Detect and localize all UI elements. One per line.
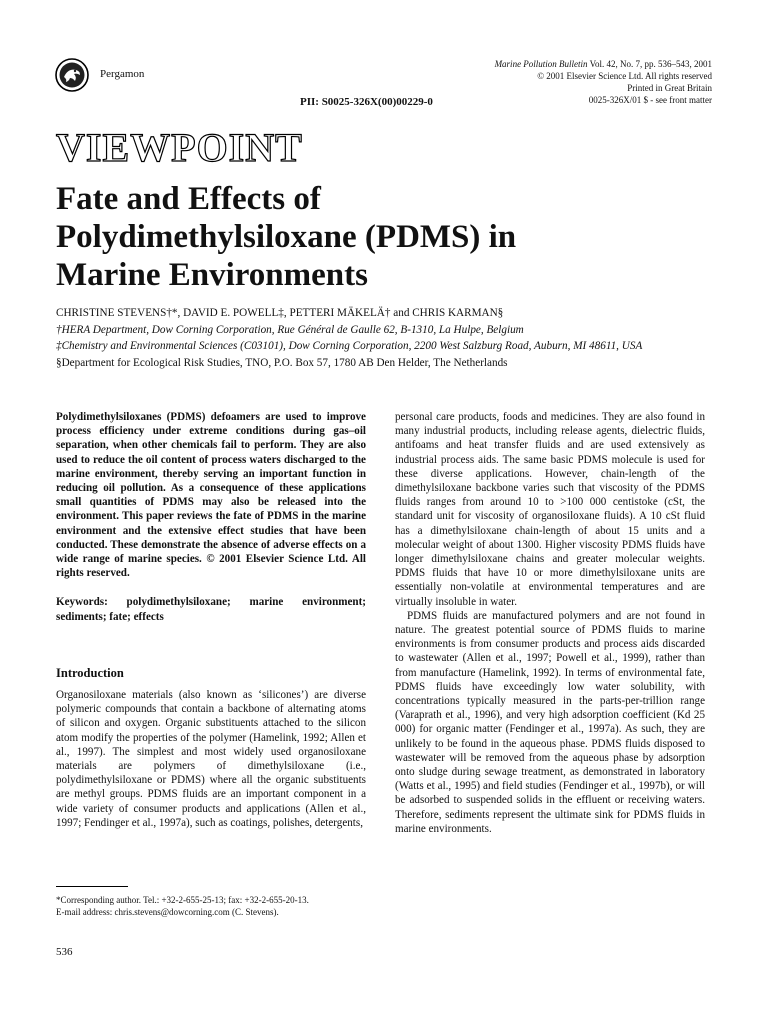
affiliation-dow-corning: ‡Chemistry and Environmental Sciences (C03101), Dow Corning Corporation, 2200 West Salzburg Road, Auburn, MI 48611, USA bbox=[56, 340, 643, 352]
author-email: E-mail address: chris.stevens@dowcorning.com (C. Stevens). bbox=[56, 907, 279, 917]
body-paragraph-2: PDMS fluids are manufactured polymers and are not found in nature. The greatest potential source of PDMS fluids to marine environments is from consumer products and process aids discarded to wastewater (Allen et al., 1997; Powell et al., 1999), rather than from manufacture (Hamelink, 1992). In terms of environmental fate, PDMS fluids have exceedingly low water solubility, with concentrations typically measured in the parts-per-trillion range (Varaprath et al., 1996), and very high adsorption coefficient (Kd 25 000) for organic matter (Fendinger et al., 1997a). As such, they are unlikely to be found in the aqueous phase. PDMS fluids disposed to wastewater will be removed from the aqueous phase by adsorption onto sludge during sewage treatment, as demonstrated in laboratory (Watts et al., 1995) and field studies (Fendinger et al., 1997b), or will be adsorbed to suspended solids in the effluent or receiving waters. Therefore, sediments represent the ultimate sink for PDMS fluids in marine environments. bbox=[395, 609, 705, 835]
affiliation-hera: †HERA Department, Dow Corning Corporation, Rue Général de Gaulle 62, B-1310, La Hulpe, Belgium bbox=[56, 323, 524, 336]
pii-identifier: PII: S0025-326X(00)00229-0 bbox=[300, 96, 433, 108]
affiliation-tno: §Department for Ecological Risk Studies, TNO, P.O. Box 57, 1780 AB Den Helder, The Netherlands bbox=[56, 356, 508, 369]
copyright-line: © 2001 Elsevier Science Ltd. All rights reserved bbox=[537, 71, 712, 81]
author-block bbox=[56, 305, 716, 371]
right-column bbox=[395, 410, 705, 836]
journal-name: Marine Pollution Bulletin bbox=[494, 59, 588, 69]
issn-line: 0025-326X/01 $ - see front matter bbox=[588, 95, 712, 105]
journal-info bbox=[495, 58, 712, 106]
intro-paragraph-1: Organosiloxane materials (also known as ‘silicones’) are diverse polymeric compounds that contain a backbone of alternating atoms of silicon and oxygen. Organic substituents attached to the silicon atom modify the properties of the polymer (Hamelink, 1992; Allen et al., 1997). The simplest and most widely used organosiloxane materials are polymers of dimethylsiloxane (i.e., polydimethylsiloxane or PDMS) where all the organic substituents are methyl groups. PDMS fluids are an important component in a wide variety of consumer products and applications (Allen et al., 1997; Fendinger et al., 1997a), such as coatings, polishes, detergents, bbox=[56, 689, 366, 829]
footnote bbox=[56, 894, 368, 918]
printed-line: Printed in Great Britain bbox=[627, 83, 712, 93]
keywords: Keywords: polydimethylsiloxane; marine environment; sediments; fate; effects bbox=[56, 596, 366, 623]
title-line-1: Fate and Effects of bbox=[56, 181, 321, 217]
body-paragraph-1: personal care products, foods and medicines. They are also found in many industrial products, including release agents, dielectric fluids, antifoams and heat transfer fluids and are used extensively as industrial process aids. The same basic PDMS molecule is used for these diverse applications. However, chain-length of the dimethylsiloxane backbone varies such that viscosity of the PDMS fluids ranges from around 10 to >100 000 centistoke (cSt, the standard unit for viscosity of organosiloxane fluids). A 10 cSt fluid has a dimethylsiloxane chain-length of about 15 units and a molecular weight of about 1300. Higher viscosity PDMS fluids have longer dimethylsiloxane chains and greater molecular weights. PDMS fluids that have 10 or more dimethylsiloxane units are essentially non-volatile at environmental temperatures and are virtually insoluble in water. bbox=[395, 411, 705, 608]
article-title bbox=[56, 180, 676, 294]
footnote-divider bbox=[56, 886, 128, 887]
author-list: CHRISTINE STEVENS†*, DAVID E. POWELL‡, PETTERI MÄKELÄ† and CHRIS KARMAN§ bbox=[56, 307, 504, 319]
journal-volume: Vol. 42, No. 7, pp. 536–543, 2001 bbox=[589, 59, 712, 69]
corresponding-author-note: *Corresponding author. Tel.: +32-2-655-25-13; fax: +32-2-655-20-13. bbox=[56, 895, 309, 905]
publisher-name: Pergamon bbox=[100, 68, 145, 80]
page-number: 536 bbox=[56, 946, 73, 958]
publisher-logo bbox=[55, 58, 89, 92]
left-column bbox=[56, 410, 366, 830]
journal-citation bbox=[495, 58, 712, 70]
section-label: VIEWPOINT bbox=[56, 125, 303, 170]
title-line-3: Marine Environments bbox=[56, 257, 368, 293]
introduction-heading: Introduction bbox=[56, 665, 124, 680]
abstract: Polydimethylsiloxanes (PDMS) defoamers are used to improve process efficiency under extreme conditions during gas–oil separation, when other chemicals fail to perform. They are also used to reduce the oil content of process waters discharged to the marine environment, thereby serving an important function in reducing oil pollution. As a consequence of these applications small quantities of PDMS may also be released into the environment. This paper reviews the fate of PDMS in the marine environment and the extensive effect studies that have been conducted. These demonstrate the absence of adverse effects on a wide range of marine species. © 2001 Elsevier Science Ltd. All rights reserved. bbox=[56, 411, 366, 580]
title-line-2: Polydimethylsiloxane (PDMS) in bbox=[56, 219, 517, 255]
